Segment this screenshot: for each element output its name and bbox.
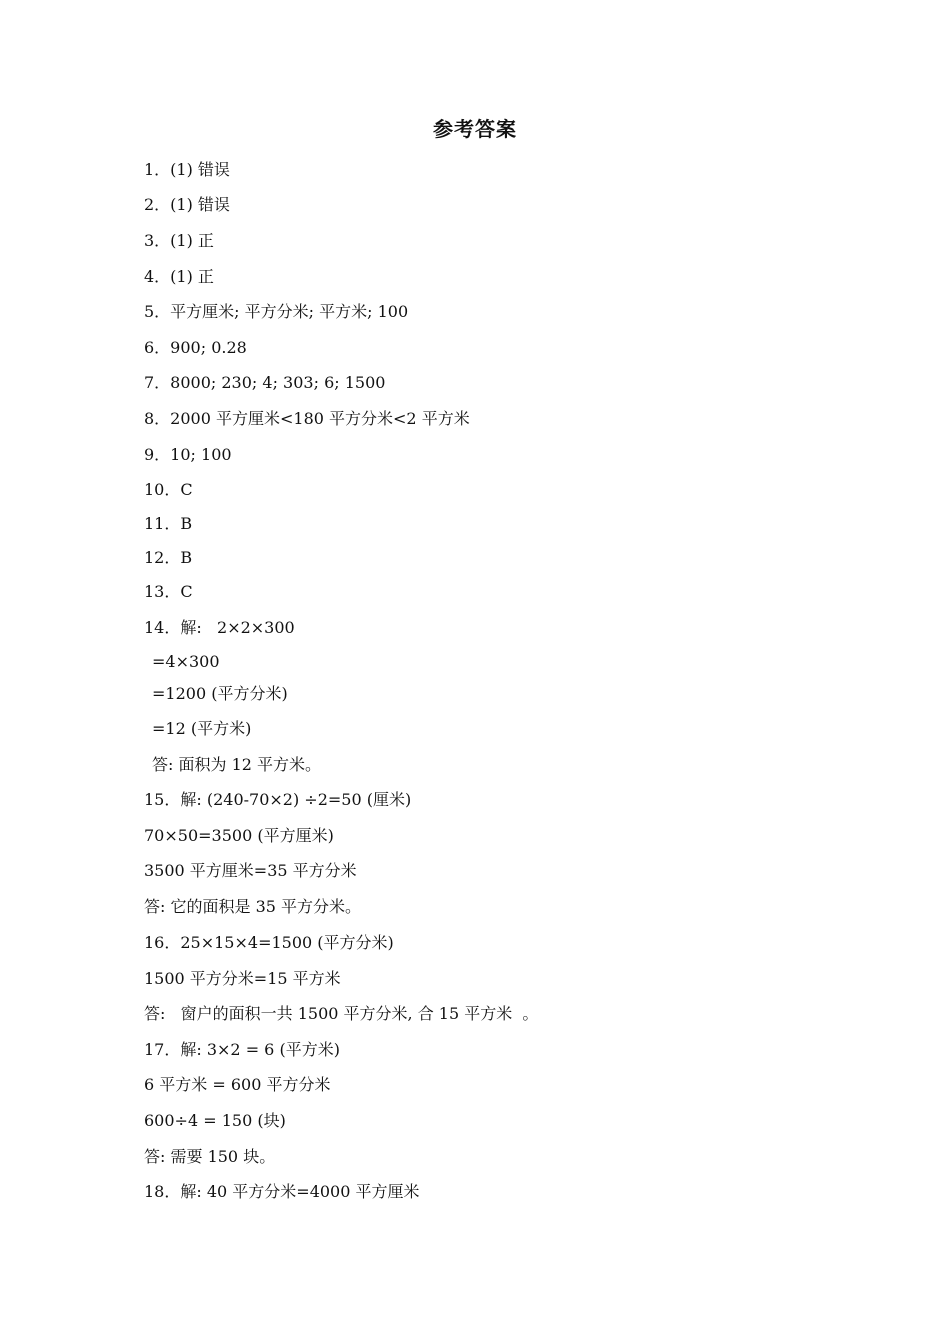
answer-line-7: 7．8000; 230; 4; 303; 6; 1500 [144, 373, 386, 392]
page-title: 参考答案 [433, 117, 517, 141]
answer-line-6: 6．900; 0.28 [144, 338, 247, 357]
answer-line-17: 17．解: 3×2 = 6 (平方米) [144, 1040, 340, 1059]
answer-line-1: 1．(1) 错误 [144, 160, 230, 179]
answer-line-17-step-2: 600÷4 = 150 (块) [144, 1111, 286, 1130]
answer-line-9: 9．10; 100 [144, 445, 232, 464]
answer-line-17-answer: 答: 需要 150 块。 [144, 1147, 276, 1166]
answer-line-15-answer: 答: 它的面积是 35 平方分米。 [144, 897, 362, 916]
answer-line-11: 11．B [144, 514, 193, 533]
answer-line-15-step-2: 3500 平方厘米=35 平方分米 [144, 861, 357, 880]
answer-line-16: 16．25×15×4=1500 (平方分米) [144, 933, 394, 952]
answer-line-10: 10．C [144, 480, 193, 499]
answer-line-14-step-3: =12 (平方米) [152, 719, 252, 738]
answer-line-13: 13．C [144, 582, 193, 601]
answer-line-12: 12．B [144, 548, 193, 567]
answer-line-17-step-1: 6 平方米 = 600 平方分米 [144, 1075, 331, 1094]
answer-line-15-step-1: 70×50=3500 (平方厘米) [144, 826, 334, 845]
answer-line-8: 8．2000 平方厘米<180 平方分米<2 平方米 [144, 409, 470, 428]
answer-line-3: 3．(1) 正 [144, 231, 214, 250]
answer-line-14: 14．解: 2×2×300 [144, 618, 295, 637]
answer-line-5: 5．平方厘米; 平方分米; 平方米; 100 [144, 302, 409, 321]
answer-line-16-step-1: 1500 平方分米=15 平方米 [144, 969, 341, 988]
answer-line-14-step-1: =4×300 [152, 652, 220, 671]
answer-line-14-step-2: =1200 (平方分米) [152, 684, 288, 703]
answer-line-14-answer: 答: 面积为 12 平方米。 [152, 755, 322, 774]
answer-line-4: 4．(1) 正 [144, 267, 214, 286]
answer-line-18: 18．解: 40 平方分米=4000 平方厘米 [144, 1182, 420, 1201]
answer-line-16-answer: 答: 窗户的面积一共 1500 平方分米, 合 15 平方米 。 [144, 1004, 539, 1023]
answer-line-2: 2．(1) 错误 [144, 195, 230, 214]
answer-line-15: 15．解: (240-70×2) ÷2=50 (厘米) [144, 790, 412, 809]
